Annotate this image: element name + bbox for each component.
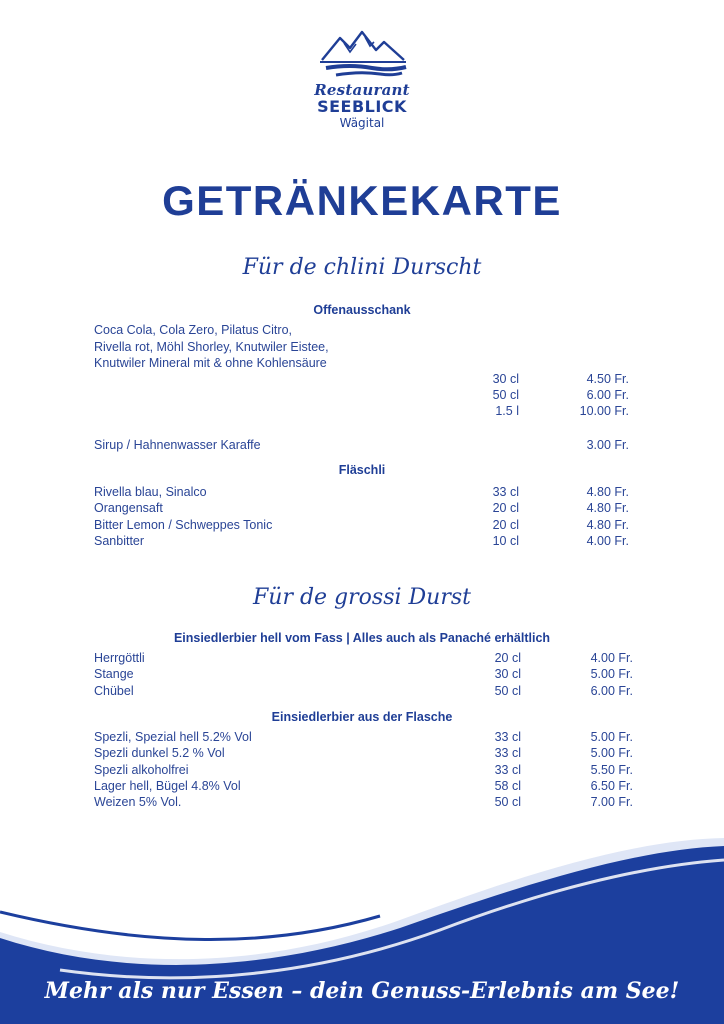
item-name: Chübel <box>94 684 134 698</box>
item-volume: 20 cl <box>492 501 519 515</box>
page-title: GETRÄNKEKARTE <box>162 177 562 224</box>
size-volume: 50 cl <box>492 388 519 402</box>
size-row <box>0 372 724 389</box>
sirup-row <box>0 438 724 455</box>
menu-item-row <box>0 534 724 551</box>
size-price: 4.50 Fr. <box>586 372 629 386</box>
item-price: 4.00 Fr. <box>586 534 629 548</box>
subheading-flasche: Einsiedlerbier aus der Flasche <box>271 710 453 724</box>
restaurant-logo <box>310 30 414 134</box>
item-volume: 10 cl <box>492 534 519 548</box>
menu-item-row <box>0 501 724 518</box>
menu-item-row <box>0 518 724 535</box>
menu-item-row <box>0 684 724 701</box>
section-heading-big-thirst: Für de grossi Durst <box>253 585 471 610</box>
item-price: 5.00 Fr. <box>590 746 633 760</box>
item-price: 6.50 Fr. <box>590 779 633 793</box>
item-price: 3.00 Fr. <box>586 438 629 452</box>
mountain-lake-icon <box>310 30 414 80</box>
item-price: 5.50 Fr. <box>590 763 633 777</box>
item-name: Spezli, Spezial hell 5.2% Vol <box>94 730 252 744</box>
item-price: 6.00 Fr. <box>590 684 633 698</box>
menu-item-row <box>0 651 724 668</box>
subheading-offenausschank: Offenausschank <box>313 303 411 317</box>
item-volume: 20 cl <box>492 518 519 532</box>
item-volume: 33 cl <box>494 746 521 760</box>
subheading-fass: Einsiedlerbier hell vom Fass | Alles auch als Panaché erhältlich <box>173 631 551 645</box>
item-name: Sirup / Hahnenwasser Karaffe <box>94 438 261 452</box>
size-row <box>0 388 724 405</box>
item-price: 4.80 Fr. <box>586 485 629 499</box>
item-name: Rivella blau, Sinalco <box>94 485 207 499</box>
item-volume: 33 cl <box>492 485 519 499</box>
item-volume: 33 cl <box>494 763 521 777</box>
logo-seeblick-text: SEEBLICK <box>317 97 407 116</box>
logo-location-text: Wägital <box>339 116 385 130</box>
item-price: 4.80 Fr. <box>586 518 629 532</box>
size-row <box>0 404 724 421</box>
item-volume: 30 cl <box>494 667 521 681</box>
offen-description-line: Coca Cola, Cola Zero, Pilatus Citro, <box>94 323 292 337</box>
item-volume: 20 cl <box>494 651 521 665</box>
item-price: 7.00 Fr. <box>590 795 633 809</box>
size-price: 10.00 Fr. <box>579 404 629 418</box>
item-name: Lager hell, Bügel 4.8% Vol <box>94 779 241 793</box>
size-volume: 1.5 l <box>495 404 519 418</box>
item-name: Stange <box>94 667 134 681</box>
item-name: Spezli dunkel 5.2 % Vol <box>94 746 225 760</box>
footer-slogan: Mehr als nur Essen – dein Genuss-Erlebnis am See! <box>44 978 680 1004</box>
subheading-flaschli: Fläschli <box>338 463 386 477</box>
item-name: Bitter Lemon / Schweppes Tonic <box>94 518 273 532</box>
item-name: Weizen 5% Vol. <box>94 795 182 809</box>
menu-item-row <box>0 763 724 780</box>
size-volume: 30 cl <box>492 372 519 386</box>
menu-item-row <box>0 746 724 763</box>
item-name: Herrgöttli <box>94 651 145 665</box>
menu-item-row <box>0 667 724 684</box>
menu-item-row <box>0 485 724 502</box>
menu-item-row <box>0 795 724 812</box>
item-name: Orangensaft <box>94 501 163 515</box>
item-name: Spezli alkoholfrei <box>94 763 189 777</box>
item-price: 4.80 Fr. <box>586 501 629 515</box>
menu-item-row <box>0 730 724 747</box>
item-name: Sanbitter <box>94 534 145 548</box>
item-volume: 50 cl <box>494 684 521 698</box>
offen-description-line: Rivella rot, Möhl Shorley, Knutwiler Eistee, <box>94 340 329 354</box>
item-price: 5.00 Fr. <box>590 730 633 744</box>
item-volume: 50 cl <box>494 795 521 809</box>
section-heading-small-thirst: Für de chlini Durscht <box>242 255 482 280</box>
menu-item-row <box>0 779 724 796</box>
logo-restaurant-text: Restaurant <box>314 81 410 99</box>
offen-description-line: Knutwiler Mineral mit & ohne Kohlensäure <box>94 356 327 370</box>
item-volume: 33 cl <box>494 730 521 744</box>
item-price: 4.00 Fr. <box>590 651 633 665</box>
item-volume: 58 cl <box>494 779 521 793</box>
item-price: 5.00 Fr. <box>590 667 633 681</box>
size-price: 6.00 Fr. <box>586 388 629 402</box>
